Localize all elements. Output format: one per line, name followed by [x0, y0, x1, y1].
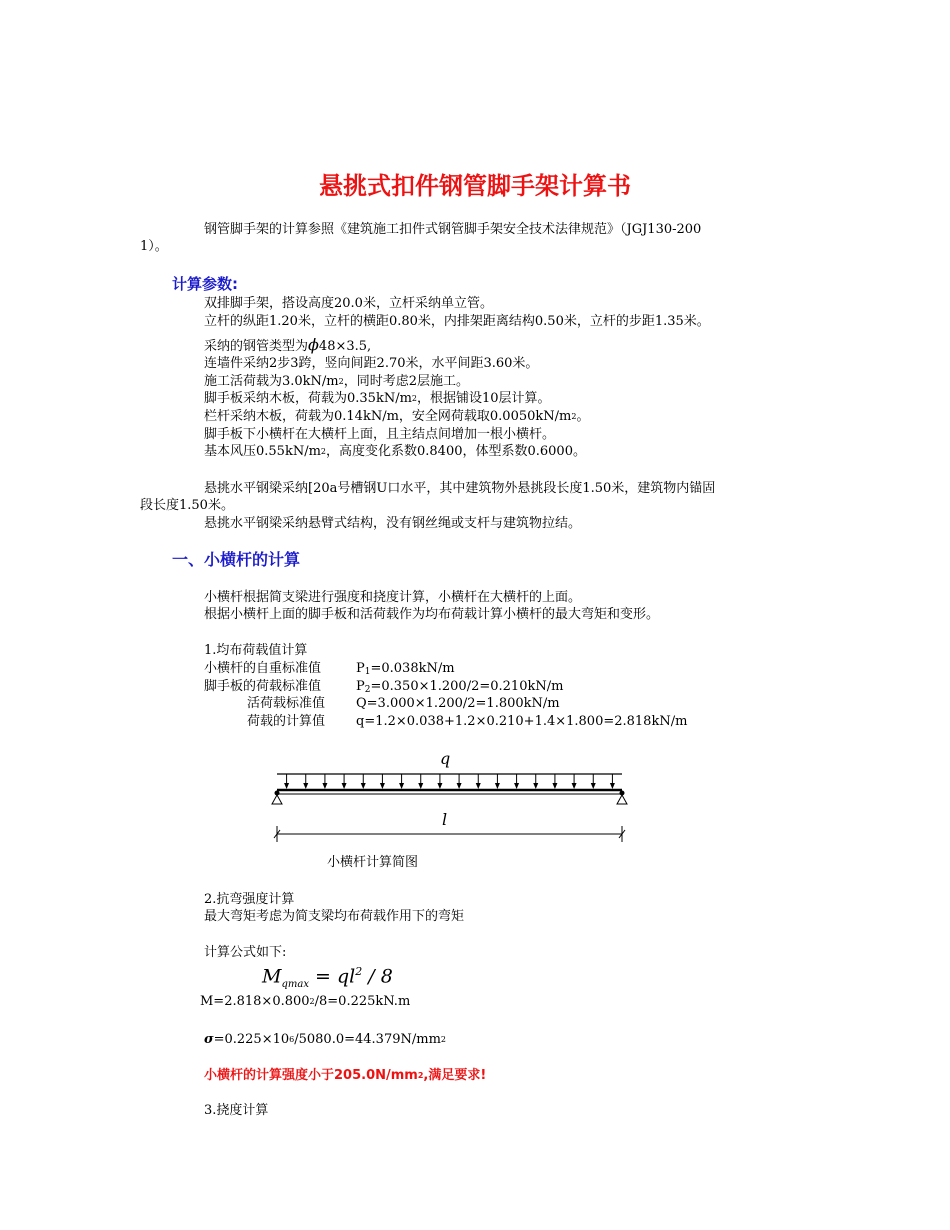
stress-calc	[204, 1031, 446, 1048]
load-arrow-head	[342, 783, 347, 789]
param-spacing: 立杆的纵距1.20米，立杆的横距0.80米，内排架距离结构0.50米，立杆的步距1.35米。	[204, 314, 710, 329]
param-wind	[204, 443, 586, 460]
param-wind-sup: 2	[320, 447, 326, 456]
param-railing	[204, 408, 589, 425]
param-wall-tie: 连墙件采纳2步3跨，竖向间距2.70米，水平间距3.60米。	[204, 356, 539, 371]
param-steel-beam-line-2: 段长度1.50米。	[140, 498, 234, 513]
stress-calc-a: =0.225×10	[213, 1032, 290, 1047]
load-arrow-head	[418, 783, 423, 789]
stress-calc-sup2: 2	[440, 1035, 446, 1044]
load-arrow-head	[514, 783, 519, 789]
right-support	[617, 791, 627, 805]
param-scaffold-board-suffix: ，根据铺设10层计算。	[417, 391, 551, 406]
conclusion-a: 小横杆的计算强度小于205.0N/mm	[204, 1068, 418, 1083]
bending-desc: 最大弯矩考虑为简支梁均布荷载作用下的弯矩	[204, 909, 465, 924]
conclusion-sup: 2	[417, 1071, 424, 1080]
load-arrow-head	[399, 783, 404, 789]
load-board-rest: =0.350×1.200/2=0.210kN/m	[370, 679, 564, 694]
formula-rhs-sup: 2	[355, 965, 363, 978]
param-live-load-prefix: 施工活荷载为3.0kN/m	[204, 374, 339, 389]
load-arrow-head	[361, 783, 366, 789]
load-arrow-head	[303, 783, 308, 789]
section1-desc-1: 小横杆根据简支梁进行强度和挠度计算，小横杆在大横杆的上面。	[204, 590, 582, 605]
bending-heading: 2.抗弯强度计算	[204, 892, 295, 907]
load-arrows	[284, 774, 615, 789]
load-arrow-head	[476, 783, 481, 789]
section1-heading: 一、小横杆的计算	[172, 550, 301, 569]
load-design-value: q=1.2×0.038+1.2×0.210+1.4×1.800=2.818kN/m	[356, 714, 688, 729]
moment-formula	[262, 960, 393, 997]
load-arrow-head	[572, 783, 577, 789]
conclusion-b: ,满足要求!	[423, 1068, 487, 1083]
param-steel-beam-line-1: 悬挑水平钢梁采纳[20a号槽钢U口水平，其中建筑物外悬挑段长度1.50米，建筑物内锚固	[204, 481, 716, 496]
document-title: 悬挑式扣件钢管脚手架计算书	[319, 172, 631, 200]
load-heading: 1.均布荷载值计算	[204, 643, 308, 658]
section1-desc-2: 根据小横杆上面的脚手板和活荷载作为均布荷载计算小横杆的最大弯矩和变形。	[204, 607, 660, 622]
load-arrow-head	[552, 783, 557, 789]
stress-calc-b: /5080.0=44.379N/mm	[294, 1032, 441, 1047]
load-live-value: Q=3.000×1.200/2=1.800kN/m	[356, 696, 560, 711]
param-live-load	[204, 373, 469, 390]
formula-intro: 计算公式如下:	[204, 945, 287, 960]
load-board-label: 脚手板的荷载标准值	[204, 679, 322, 694]
load-self-weight-sub: 1	[364, 667, 371, 677]
load-arrow-head	[533, 783, 538, 789]
span-l-label: l	[442, 810, 448, 829]
load-arrow-head	[284, 783, 289, 789]
load-self-weight-rest: =0.038kN/m	[370, 661, 455, 676]
moment-calc-sup: 2	[309, 997, 315, 1006]
load-live-label: 活荷载标准值	[247, 696, 326, 711]
strength-conclusion	[204, 1067, 486, 1084]
param-scaffold-board	[204, 390, 551, 407]
moment-calc-a: M=2.818×0.800	[200, 994, 310, 1009]
beam-diagram	[262, 746, 642, 856]
load-q-label: q	[440, 749, 451, 768]
param-scaffold-board-sup: 2	[411, 394, 417, 403]
formula-m: M	[262, 965, 282, 988]
moment-calc-b: /8=0.225kN.m	[314, 994, 411, 1009]
load-arrow-head	[437, 783, 442, 789]
param-railing-prefix: 栏杆采纳木板，荷载为0.14kN/m，安全网荷载取0.0050kN/m	[204, 409, 572, 424]
param-live-load-suffix: ，同时考虑2层施工。	[343, 374, 470, 389]
param-railing-suffix: 。	[576, 409, 590, 424]
param-scaffold-board-prefix: 脚手板采纳木板，荷载为0.35kN/m	[204, 391, 412, 406]
intro-line-1: 钢管脚手架的计算参照《建筑施工扣件式钢管脚手架安全技术法律规范》（JGJ130-200	[204, 222, 702, 237]
diagram-caption: 小横杆计算简图	[327, 855, 419, 870]
param-cantilever: 悬挑水平钢梁采纳悬臂式结构，没有钢丝绳或支杆与建筑物拉结。	[204, 516, 582, 531]
load-arrow-head	[322, 783, 327, 789]
formula-rhs-b: / 8	[362, 965, 393, 988]
load-board-sub: 2	[364, 685, 371, 695]
params-heading: 计算参数:	[172, 275, 238, 293]
moment-calc	[200, 993, 410, 1010]
param-pipe-type-prefix: 采纳的钢管类型为	[204, 339, 309, 354]
load-arrow-head	[457, 783, 462, 789]
sigma-symbol: σ	[204, 1032, 214, 1047]
param-pipe-type-suffix: 48×3.5,	[318, 339, 372, 354]
left-support	[272, 791, 282, 805]
param-railing-sup: 2	[571, 412, 577, 421]
load-arrow-head	[610, 783, 615, 789]
param-small-crossbar: 脚手板下小横杆在大横杆上面，且主结点间增加一根小横杆。	[204, 427, 556, 442]
param-live-load-sup: 2	[338, 377, 344, 386]
stress-calc-sup: 6	[289, 1035, 295, 1044]
load-self-weight-label: 小横杆的自重标准值	[204, 661, 322, 676]
formula-m-sub: qmax	[281, 979, 309, 991]
param-wind-suffix: ，高度变化系数0.8400，体型系数0.6000。	[326, 444, 586, 459]
load-self-weight-value	[356, 660, 455, 679]
load-design-label: 荷载的计算值	[247, 714, 326, 729]
load-arrow-head	[591, 783, 596, 789]
param-wind-prefix: 基本风压0.55kN/m	[204, 444, 321, 459]
param-pipe-type	[204, 336, 371, 355]
load-board-p: P	[356, 679, 365, 694]
intro-line-2: 1）。	[140, 239, 168, 254]
param-height: 双排脚手架，搭设高度20.0米，立杆采纳单立管。	[204, 296, 493, 311]
formula-rhs-a: = ql	[308, 965, 356, 988]
phi-symbol: ϕ	[308, 335, 319, 354]
deflection-heading: 3.挠度计算	[204, 1103, 269, 1118]
load-self-weight-p: P	[356, 661, 365, 676]
load-arrow-head	[380, 783, 385, 789]
load-arrow-head	[495, 783, 500, 789]
